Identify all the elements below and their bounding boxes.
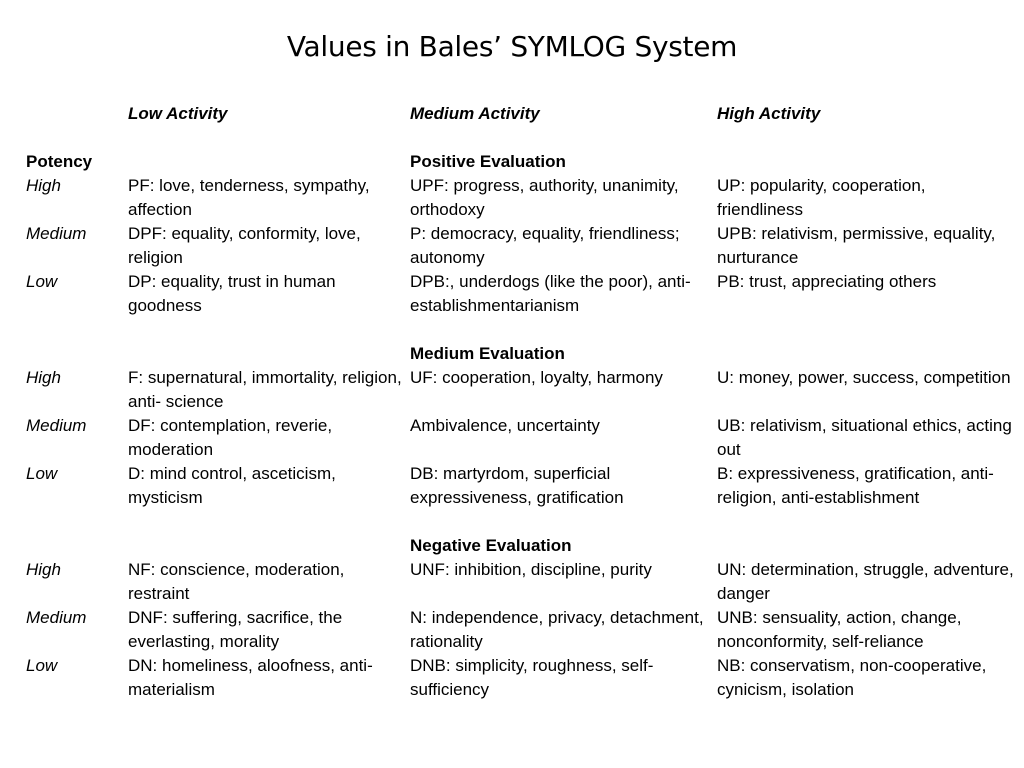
table-cell: PF: love, tenderness, sympathy, affection — [128, 176, 370, 219]
table-cell: UPB: relativism, permissive, equality, nurturance — [717, 224, 996, 267]
section-heading: Medium Evaluation — [410, 344, 565, 363]
table-cell: DPB:, underdogs (like the poor), anti-establishmentarianism — [410, 272, 691, 315]
potency-level: High — [26, 560, 61, 579]
table-cell: DNB: simplicity, roughness, self-sufficiency — [410, 656, 654, 699]
column-header-medium-activity: Medium Activity — [410, 104, 540, 123]
table-cell: DB: martyrdom, superficial expressiveness, gratification — [410, 464, 624, 507]
column-headers — [0, 102, 1024, 126]
potency-level: Low — [26, 272, 58, 291]
table-cell: UB: relativism, situational ethics, acting out — [717, 416, 1012, 459]
table-cell: UN: determination, struggle, adventure, danger — [717, 560, 1014, 603]
table-cell: DP: equality, trust in human goodness — [128, 272, 336, 315]
table-cell: NF: conscience, moderation, restraint — [128, 560, 345, 603]
table-cell: D: mind control, asceticism, mysticism — [128, 464, 336, 507]
table-cell: P: democracy, equality, friendliness; autonomy — [410, 224, 680, 267]
table-cell: DN: homeliness, aloofness, anti-materialism — [128, 656, 373, 699]
table-cell: B: expressiveness, gratification, anti-religion, anti-establishment — [717, 464, 994, 507]
table-cell: DF: contemplation, reverie, moderation — [128, 416, 333, 459]
potency-level: Low — [26, 656, 58, 675]
section-heading: Positive Evaluation — [410, 152, 566, 171]
potency-level: Medium — [26, 608, 87, 627]
table-cell: NB: conservatism, non-cooperative, cynicism, isolation — [717, 656, 987, 699]
table-cell: N: independence, privacy, detachment, rationality — [410, 608, 704, 651]
table-cell: UNB: sensuality, action, change, nonconformity, self-reliance — [717, 608, 962, 651]
section-heading: Negative Evaluation — [410, 536, 572, 555]
table-cell: F: supernatural, immortality, religion, anti- science — [128, 368, 402, 411]
table-cell: UF: cooperation, loyalty, harmony — [410, 368, 663, 387]
symlog-table — [26, 150, 1016, 702]
potency-label: Potency — [26, 152, 93, 171]
table-cell: U: money, power, success, competition — [717, 368, 1011, 387]
potency-level: Medium — [26, 224, 87, 243]
column-header-high-activity: High Activity — [717, 104, 821, 123]
potency-level: High — [26, 176, 61, 195]
table-cell: Ambivalence, uncertainty — [410, 416, 600, 435]
table-cell: UP: popularity, cooperation, friendliness — [717, 176, 926, 219]
page-title: Values in Bales’ SYMLOG System — [286, 30, 738, 63]
table-cell: UNF: inhibition, discipline, purity — [410, 560, 652, 579]
table-cell: PB: trust, appreciating others — [717, 272, 937, 291]
potency-level: Low — [26, 464, 58, 483]
potency-level: Medium — [26, 416, 87, 435]
table-cell: DPF: equality, conformity, love, religion — [128, 224, 361, 267]
table-cell: DNF: suffering, sacrifice, the everlasting, morality — [128, 608, 343, 651]
potency-level: High — [26, 368, 61, 387]
column-header-low-activity: Low Activity — [128, 104, 228, 123]
table-cell: UPF: progress, authority, unanimity, orthodoxy — [410, 176, 679, 219]
